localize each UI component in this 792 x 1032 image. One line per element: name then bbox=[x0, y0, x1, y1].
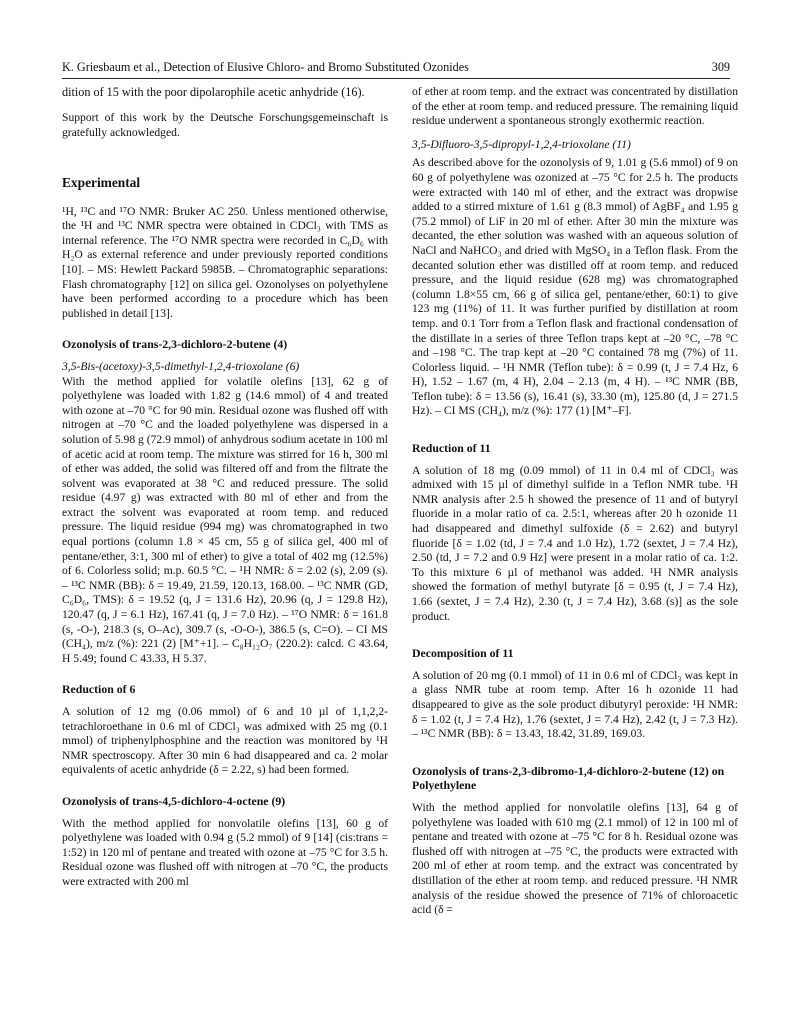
subheading-compound-6: 3,5-Bis-(acetoxy)-3,5-dimethyl-1,2,4-trioxolane (6) bbox=[62, 359, 300, 373]
subheading-compound-11: 3,5-Difluoro-3,5-dipropyl-1,2,4-trioxolane (11) bbox=[412, 137, 631, 151]
heading-decomposition-11: Decomposition of 11 bbox=[412, 646, 514, 661]
paragraph-reduction-6: A solution of 12 mg (0.06 mmol) of 6 and 10 µl of 1,1,2,2-tetrachloroethane in 0.6 ml of CDCl₃ was admixed with 25 mg (0.1 mmol) of triphenylphosphine and the reaction was monitored by ¹H NMR spectroscopy. After 30 min 6 had disappeared and ca. 2 molar equivalents of acetic anhydride (δ = 2.22, s) had been formed. bbox=[62, 705, 388, 777]
heading-ozonolysis-9: Ozonolysis of trans-4,5-dichloro-4-octene (9) bbox=[62, 793, 286, 808]
heading-reduction-11: Reduction of 11 bbox=[412, 441, 491, 456]
paragraph-decomposition-11: A solution of 20 mg (0.1 mmol) of 11 in 0.6 ml of CDCl₃ was kept in a glass NMR tube at room temp. After 16 h ozonide 11 had disappeared to give as the sole product dibutyryl peroxide: ¹H NMR: δ = 1.02 (t, J = 7.4 Hz), 1.76 (sextet, J = 7.4 Hz), 2.42 (t, J = 7.3 Hz). – ¹³C NMR (BB): δ = 13.43, 18.42, 31.89, 169.03. bbox=[412, 668, 738, 741]
running-head-title: K. Griesbaum et al., Detection of Elusive Chloro- and Bromo Substituted Ozonides bbox=[62, 60, 469, 74]
page-number: 309 bbox=[711, 60, 730, 74]
heading-reduction-6: Reduction of 6 bbox=[62, 682, 136, 697]
left-column bbox=[62, 85, 388, 890]
right-column bbox=[412, 85, 738, 918]
heading-ozonolysis-12: Ozonolysis of trans-2,3-dibromo-1,4-dichloro-2-butene (12) on Polyethylene bbox=[412, 763, 725, 793]
paragraph-ozonolysis-4: With the method applied for volatile olefins [13], 62 g of polyethylene was loaded with 1.82 g (14.6 mmol) of 4 and treated with ozone at –70 °C for 90 min. Residual ozone was flushed off with nitrogen at –70 °C and the loaded polyethylene was dispersed in a solution of 5.98 g (72.9 mmol) of anhydrous sodium acetate in 100 ml of acetic acid at room temp. The mixture was stirred for 16 h, 300 ml of ether was added, the solid was filtered off and from the filtrate the solvent was evaporated at 38 °C and reduced pressure. The solid residue (4.97 g) was extracted with 80 ml of ether and from the extract the solvent was evaporated at room temp. and reduced pressure. The liquid residue (994 mg) was chromatographed in two equal portions (column 1.8 × 45 cm, 55 g of silica gel, 400 ml of pentane/ether, 3:1, 300 ml of ether) to give a total of 402 mg (12.5%) of 6. Colorless solid; m.p. 60.5 °C. – ¹H NMR: δ = 2.02 (s), 2.09 (s). – ¹³C NMR (BB): δ = 19.49, 21.59, 120.13, 168.00. – ¹³C NMR (GD, C₆D₆, TMS): δ = 19.52 (q, J = 131.6 Hz), 20.96 (q, J = 129.8 Hz), 120.47 (q, J = 6.1 Hz), 167.41 (q, J = 7.0 Hz). – ¹⁷O NMR: δ = 161.8 (s, -O-), 218.3 (s, O–Ac), 309.7 (s, -O-O-), 386.5 (s, C=O). – CI MS (CH₄), m/z (%): 221 (2) [M⁺+1]. – C₈H₁₂O₇ (220.2): calcd. C 43.64, H 5.49; found C 43.33, H 5.37. bbox=[62, 374, 388, 665]
running-head bbox=[62, 59, 730, 75]
heading-ozonolysis-4: Ozonolysis of trans-2,3-dichloro-2-butene (4) bbox=[62, 337, 288, 352]
paragraph-ozonolysis-12: With the method applied for nonvolatile olefins [13], 64 g of polyethylene was loaded with 610 mg (2.1 mmol) of 12 in 100 ml of pentane and treated with ozone at –75 °C for 8 h. Residual ozone was flushed off with nitrogen at –75 °C, the products were extracted with 200 ml of ether at room temp. and the extract was concentrated by distillation of the ether at room temp. and reduced pressure. ¹H NMR analysis of the residue showed the presence of 71% of chloroacetic acid (δ = bbox=[412, 800, 738, 917]
acknowledgement: Support of this work by the Deutsche Forschungsgemeinschaft is gratefully acknowledged. bbox=[62, 111, 388, 139]
paragraph-reduction-11: A solution of 18 mg (0.09 mmol) of 11 in 0.4 ml of CDCl₃ was admixed with 15 µl of dimethyl sulfide in a Teflon NMR tube. ¹H NMR analysis after 2.5 h showed the presence of 11 and of butyryl fluoride in a molar ratio of ca. 2.5:1, whereas after 20 h ozonide 11 had disappeared and dimethyl sulfoxide (δ = 2.62) and butyryl fluoride [δ = 1.02 (td, J = 7.4 and 1.0 Hz), 1.72 (sextet, J = 7.4 Hz), 2.50 (td, J = 7.2 and 0.9 Hz] were present in a molar ratio of ca. 1:2. To this mixture 6 µl of methanol was added. ¹H NMR analysis showed the formation of methyl butyrate [δ = 0.95 (t, J = 7.4 Hz), 1.66 (sextet, J = 7.4 Hz), 2.30 (t, J = 7.4 Hz), 3.68 (s)] as the sole product. bbox=[412, 463, 738, 623]
continued-paragraph-right: of ether at room temp. and the extract was concentrated by distillation of the ether at room temp. and reduced pressure. The remaining liquid residue underwent a spontaneous strongly exothermic reaction. bbox=[412, 85, 738, 128]
header-rule bbox=[62, 78, 730, 79]
continued-paragraph: dition of 15 with the poor dipolarophile acetic anhydride (16). bbox=[62, 85, 365, 99]
paragraph-compound-11: As described above for the ozonolysis of 9, 1.01 g (5.6 mmol) of 9 on 60 g of polyethylene was ozonized at –75 °C for 2.5 h. The products were extracted with 140 ml of ether, and the extract was dropwise added to a stirred mixture of 1.61 g (8.3 mmol) of AgBF₄ and 1.95 g (75.2 mmol) of LiF in 20 ml of ether. After 30 min the mixture was decanted, the ether solution was washed with an aqueous solution of NaCl and NaHCO₃ and dried with MgSO₄ in a Teflon flask. From the decanted solution ether was distilled off at room temp. and reduced pressure, and the liquid residue (628 mg) was chromatographed (column 1.8×55 cm, 66 g of silica gel, pentane/ether, 60:1) to give 123 mg (11%) of 11. It was further purified by distillation at room temp. and 0.1 Torr from a Teflon flask and fractional condensation of the distillate in a series of three Teflon traps kept at –20 °C, –78 °C and –198 °C. The trap kept at –20 °C contained 78 mg (7%) of 11. Colorless liquid. – ¹H NMR (Teflon tube): δ = 0.99 (t, J = 7.4 Hz, 6 H), 1.52 – 1.67 (m, 4 H), 2.04 – 2.13 (m, 4 H). – ¹³C NMR (BB, Teflon tube): δ = 13.56 (s), 16.41 (s), 33.30 (m), 125.80 (d, J = 271.5 Hz). – CI MS (CH₄), m/z (%): 177 (1) [M⁺–F]. bbox=[412, 156, 738, 418]
section-heading-experimental: Experimental bbox=[62, 174, 141, 190]
experimental-paragraph: ¹H, ¹³C and ¹⁷O NMR: Bruker AC 250. Unless mentioned otherwise, the ¹H and ¹³C NMR spectra were obtained in CDCl₃ with TMS as internal reference. The ¹⁷O NMR spectra were recorded in C₆D₆ with H₂O as external reference and under previously reported conditions [10]. – MS: Hewlett Packard 5985B. – Chromatographic separations: Flash chromatography [12] on silica gel. Ozonolyses on polyethylene have been performed according to a procedure which has been published in detail [13]. bbox=[62, 204, 388, 320]
paragraph-ozonolysis-9: With the method applied for nonvolatile olefins [13], 60 g of polyethylene was loaded with 0.94 g (5.2 mmol) of 9 [14] (cis:trans = 1:52) in 120 ml of pentane and treated with ozone at –75 °C for 3.5 h. Residual ozone was flushed off with nitrogen at –70 °C, the products were extracted with 200 ml bbox=[62, 816, 388, 888]
